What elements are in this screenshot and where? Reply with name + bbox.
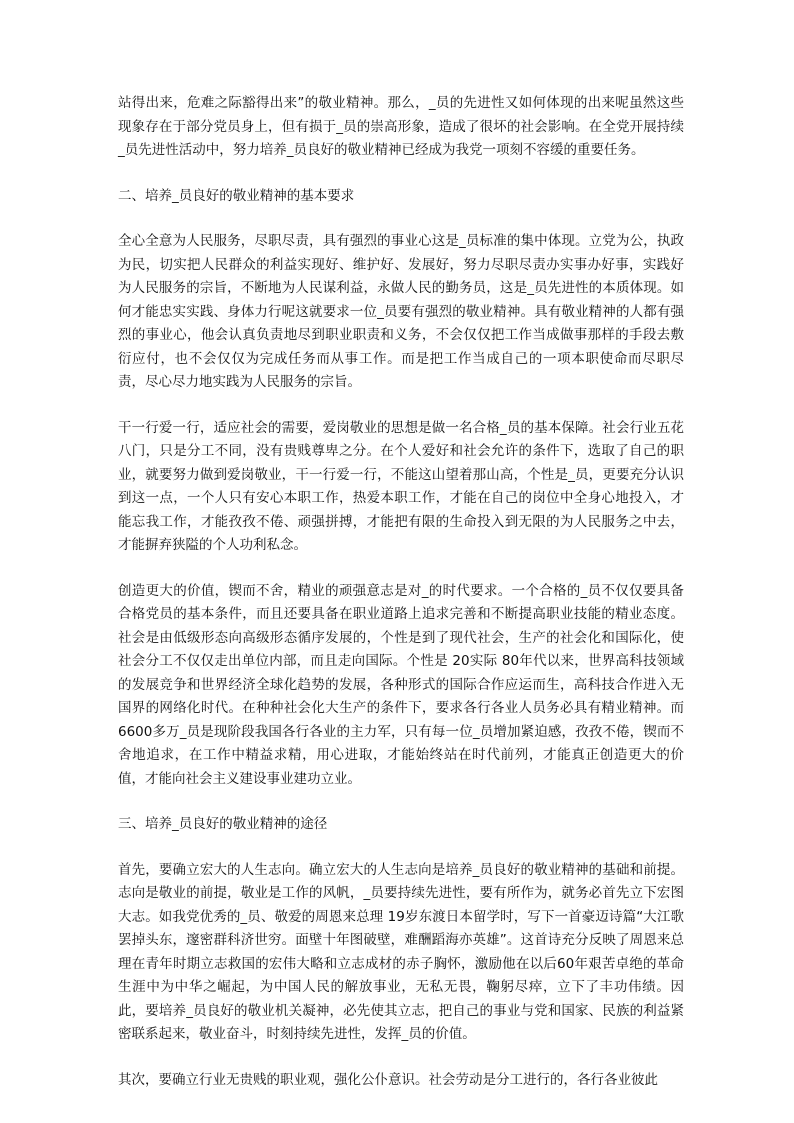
paragraph-5: 首先，要确立宏大的人生志向。确立宏大的人生志向是培养_员良好的敬业精神的基础和前提。志向是敬业的前提，敬业是工作的风帆，_员要持续先进性，要有所作为，就务必首先立下宏图大志。如我党优秀的_员、敬爱的周恩来总理 19岁东渡日本留学时，写下一首豪迈诗篇“大江歌罢掉头东，邃密群科济世穷。面壁十年图破壁，难酬蹈海亦英雄”。这首诗充分反映了周恩来总理在青年时期立志救国的宏伟大略和立志成材的赤子胸怀，激励他在以后60年艰苦卓绝的革命生涯中为中华之崛起，为中国人民的解放事业，无私无畏，鞠躬尽瘁，立下了丰功伟绩。因此，要培养_员良好的敬业机关凝神，必先使其立志，把自己的事业与党和国家、民族的利益紧密联系起来，敬业奋斗，时刻持续先进性，发挥_员的价值。 bbox=[118, 861, 684, 1042]
paragraph-4: 创造更大的价值，锲而不舍，精业的顽强意志是对_的时代要求。一个合格的_员不仅仅要具备合格党员的基本条件，而且还要具备在职业道路上追求完善和不断提高职业技能的精业态度。社会是由低级形态向高级形态循序发展的，个性是到了现代社会，生产的社会化和国际化，使社会分工不仅仅走出单位内部，而且走向国际。个性是 20实际 80年代以来，世界高科技领域的发展竞争和世界经济全球化趋势的发展，各种形式的国际合作应运而生，高科技合作进入无国界的网络化时代。在种种社会化大生产的条件下，要求各行各业人员务必具有精业精神。而 6600多万_员是现阶段我国各行各业的主力军，只有每一位_员增加紧迫感，孜孜不倦，锲而不舍地追求，在工作中精益求精，用心进取，才能始终站在时代前列，才能真正创造更大的价值，才能向社会主义建设事业建功立业。 bbox=[118, 582, 684, 787]
paragraph-6: 其次，要确立行业无贵贱的职业观，强化公仆意识。社会劳动是分工进行的，各行各业彼此 bbox=[118, 1071, 658, 1088]
spacer bbox=[118, 395, 684, 417]
spacer bbox=[118, 163, 684, 185]
section-heading-2: 二、培养_员良好的敬业精神的基本要求 bbox=[118, 187, 355, 204]
paragraph-2: 全心全意为人民服务，尽职尽责，具有强烈的事业心这是_员标准的集中体现。立党为公，执政为民，切实把人民群众的利益实现好、维护好、发展好，努力尽职尽责办实事办好事，实践好为人民服务的宗旨，不断地为人民谋利益，永做人民的勤务员，这是_员先进性的本质体现。如何才能忠实实践、身体力行呢这就要求一位_员要有强烈的敬业精神。具有敬业精神的人都有强烈的事业心，他会认真负责地尽到职业职责和义务，不会仅仅把工作当成做事那样的手段去敷衍应付，也不会仅仅为完成任务而从事工作。而是把工作当成自己的一项本职使命而尽职尽责，尽心尽力地实践为人民服务的宗旨。 bbox=[118, 233, 684, 390]
spacer bbox=[118, 791, 684, 813]
spacer bbox=[118, 558, 684, 580]
section-heading-3: 三、培养_员良好的敬业精神的途径 bbox=[118, 816, 328, 832]
spacer bbox=[118, 837, 684, 859]
document-page bbox=[118, 92, 684, 1092]
spacer bbox=[118, 1047, 684, 1069]
paragraph-1: 站得出来，危难之际豁得出来”的敬业精神。那么，_员的先进性又如何体现的出来呢虽然这些现象存在于部分党员身上，但有损于_员的崇高形象，造成了很坏的社会影响。在全党开展持续_员先进性活动中，努力培养_员良好的敬业精神已经成为我党一项刻不容缓的重要任务。 bbox=[118, 95, 684, 158]
spacer bbox=[118, 208, 684, 230]
paragraph-3: 干一行爱一行，适应社会的需要，爱岗敬业的思想是做一名合格_员的基本保障。社会行业五花八门，只是分工不同，没有贵贱尊卑之分。在个人爱好和社会允许的条件下，选取了自己的职业，就要努力做到爱岗敬业，干一行爱一行，不能这山望着那山高，个性是_员，更要充分认识到这一点，一个人只有安心本职工作，热爱本职工作，才能在自己的岗位中全身心地投入，才能忘我工作，才能孜孜不倦、顽强拼搏，才能把有限的生命投入到无限的为人民服务之中去，才能摒弃狭隘的个人功利私念。 bbox=[118, 419, 684, 553]
